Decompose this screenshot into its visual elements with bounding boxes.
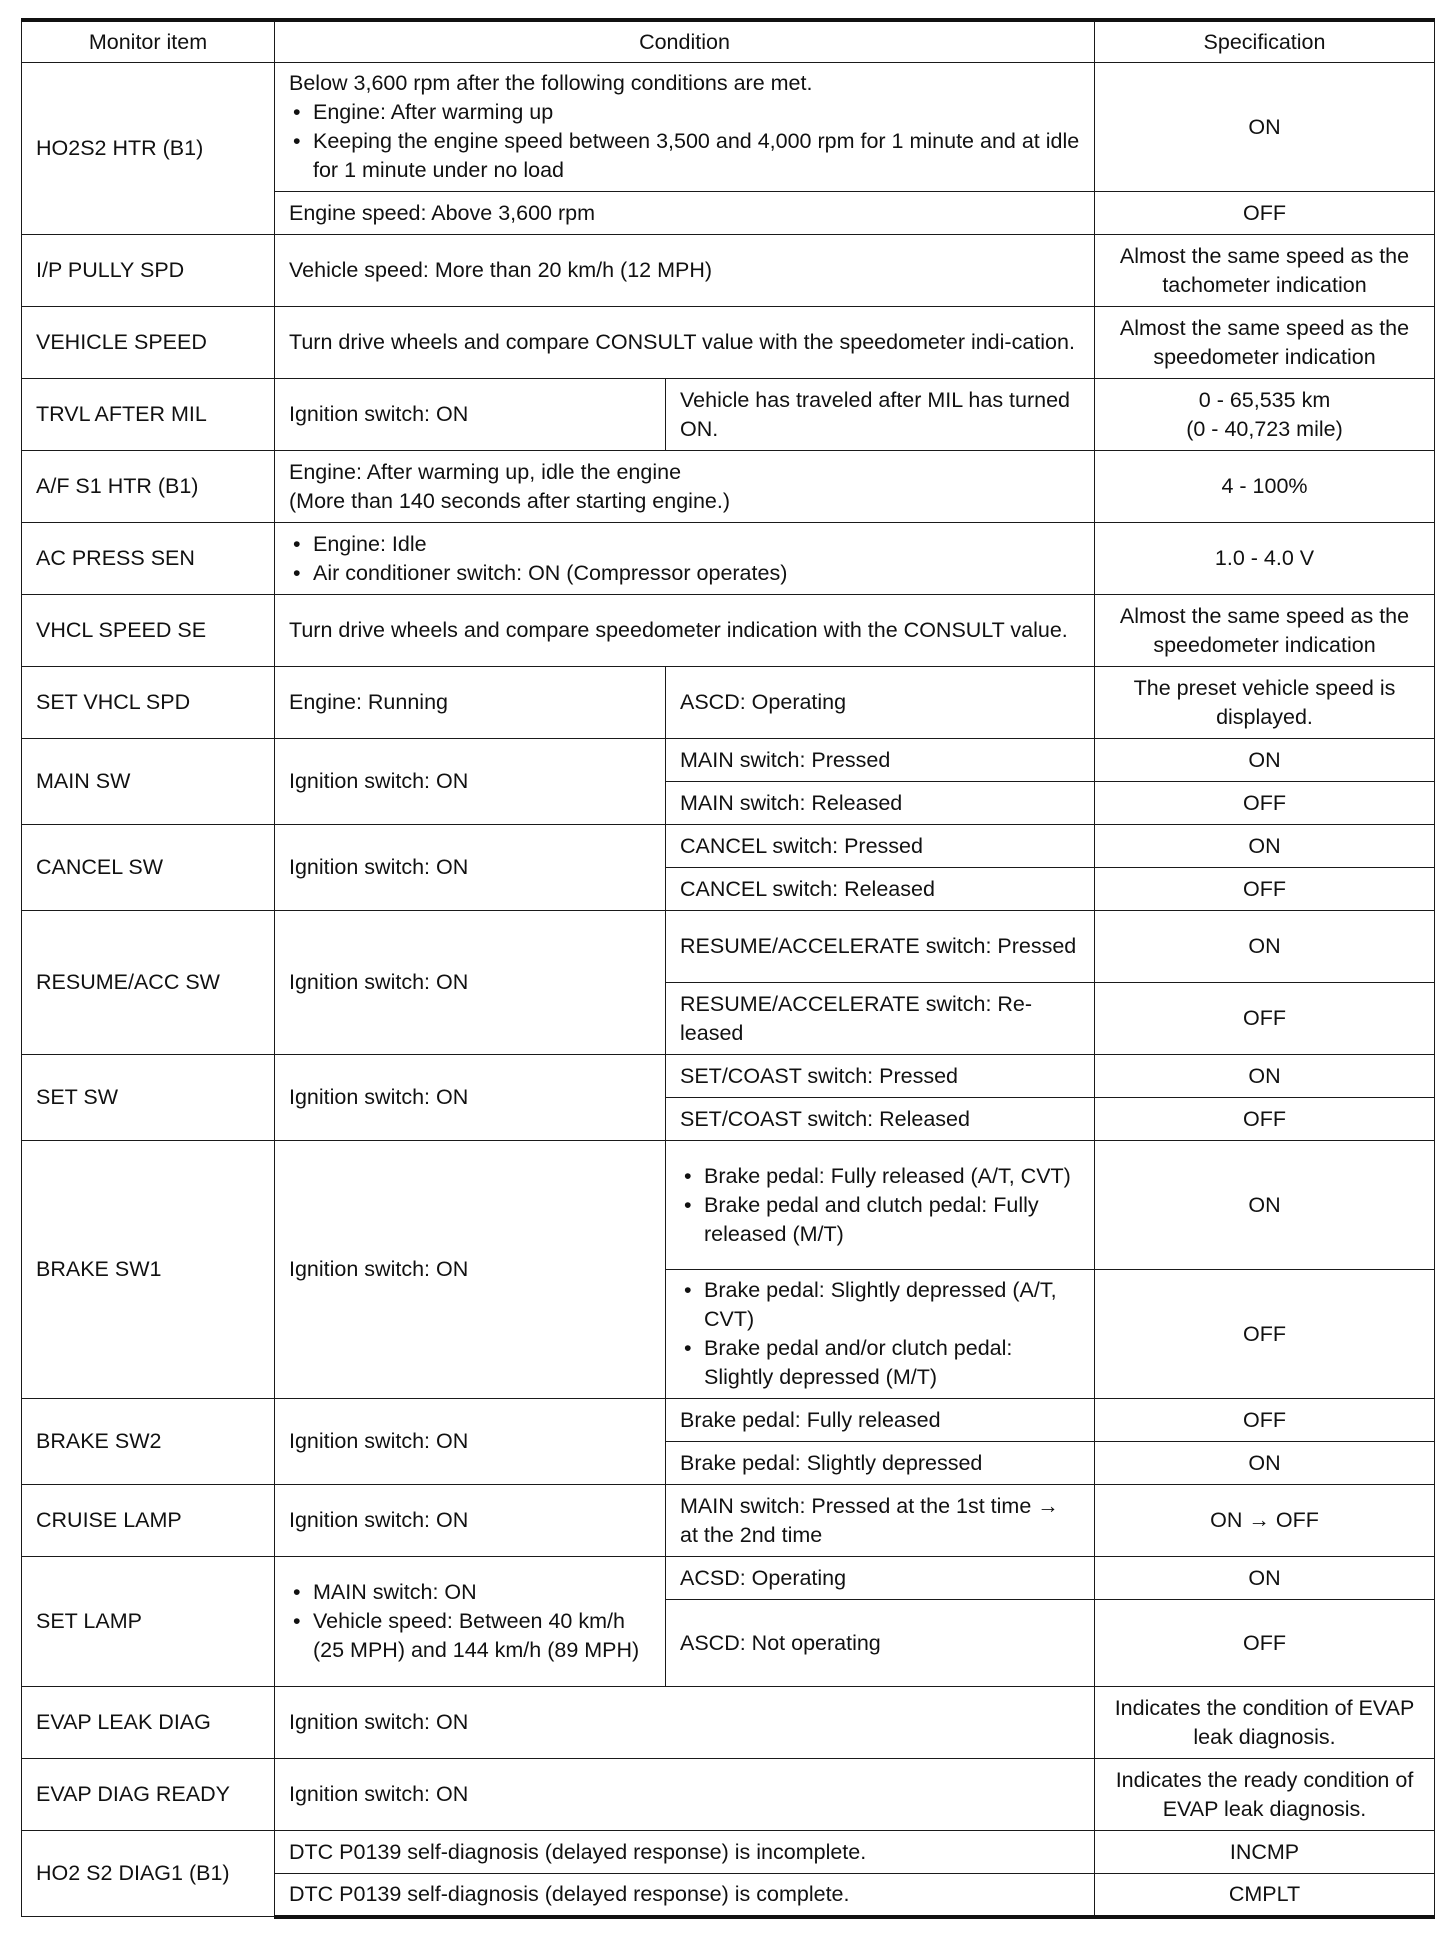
- spec-cell: INCMP: [1095, 1831, 1435, 1874]
- spec-cell: [1095, 379, 1435, 451]
- spec-cell: ON: [1095, 1557, 1435, 1600]
- condition-cell: Ignition switch: ON: [275, 1687, 1095, 1759]
- spec-cell: The preset vehicle speed is displayed.: [1095, 667, 1435, 739]
- bullet-item: • Air conditioner switch: ON (Compressor operates): [289, 559, 1080, 588]
- bullet-item: • MAIN switch: ON: [289, 1578, 651, 1607]
- condition-line: Engine: After warming up, idle the engine: [289, 459, 682, 484]
- spec-cell: 4 - 100%: [1095, 451, 1435, 523]
- monitor-item: I/P PULLY SPD: [22, 235, 275, 307]
- spec-cell: CMPLT: [1095, 1874, 1435, 1917]
- monitor-item: CRUISE LAMP: [22, 1485, 275, 1557]
- monitor-item: MAIN SW: [22, 739, 275, 825]
- bullet-item: • Brake pedal and clutch pedal: Fully released (M/T): [680, 1191, 1080, 1249]
- sub-condition-cell: [666, 1270, 1095, 1399]
- spec-cell: ON: [1095, 739, 1435, 782]
- spec-cell: OFF: [1095, 1600, 1435, 1687]
- condition-bullets: [289, 98, 1080, 185]
- sub-condition-cell: ASCD: Not operating: [666, 1600, 1095, 1687]
- sub-condition-cell: MAIN switch: Pressed at the 1st time → at the 2nd time: [666, 1485, 1095, 1557]
- table-row: [22, 595, 1435, 667]
- monitor-spec-table: [21, 18, 1435, 1919]
- table-row: [22, 1399, 1435, 1442]
- monitor-item: SET VHCL SPD: [22, 667, 275, 739]
- spec-cell: OFF: [1095, 1270, 1435, 1399]
- spec-cell: ON: [1095, 1141, 1435, 1270]
- spec-cell: OFF: [1095, 1399, 1435, 1442]
- condition-bullets: [680, 1276, 1080, 1392]
- bullet-item: • Brake pedal: Fully released (A/T, CVT): [680, 1162, 1080, 1191]
- condition-cell: Ignition switch: ON: [275, 911, 666, 1055]
- bullet-item: • Brake pedal: Slightly depressed (A/T, CVT): [680, 1276, 1080, 1334]
- table-row: [22, 451, 1435, 523]
- spec-cell: 1.0 - 4.0 V: [1095, 523, 1435, 595]
- condition-cell: Vehicle speed: More than 20 km/h (12 MPH): [275, 235, 1095, 307]
- sub-condition-cell: RESUME/ACCELERATE switch: Pressed: [666, 911, 1095, 983]
- monitor-item: AC PRESS SEN: [22, 523, 275, 595]
- bullet-item: • Engine: After warming up: [289, 98, 1080, 127]
- sub-condition-cell: CANCEL switch: Pressed: [666, 825, 1095, 868]
- monitor-item: SET SW: [22, 1055, 275, 1141]
- table-row: [22, 667, 1435, 739]
- table-row: [22, 1759, 1435, 1831]
- sub-condition-cell: [666, 1141, 1095, 1270]
- header-specification: Specification: [1095, 20, 1435, 63]
- condition-cell: Turn drive wheels and compare CONSULT value with the speedometer indi-cation.: [275, 307, 1095, 379]
- condition-cell: Turn drive wheels and compare speedometer indication with the CONSULT value.: [275, 595, 1095, 667]
- spec-cell: OFF: [1095, 1098, 1435, 1141]
- table-row: [22, 235, 1435, 307]
- monitor-item: TRVL AFTER MIL: [22, 379, 275, 451]
- spec-cell: OFF: [1095, 192, 1435, 235]
- spec-line: 0 - 65,535 km: [1198, 387, 1331, 412]
- condition-bullets: [289, 1578, 651, 1665]
- condition-cell: [275, 1557, 666, 1687]
- table-row: [22, 1485, 1435, 1557]
- spec-cell: Almost the same speed as the speedometer indication: [1095, 307, 1435, 379]
- monitor-item: VEHICLE SPEED: [22, 307, 275, 379]
- condition-cell: Ignition switch: ON: [275, 1141, 666, 1399]
- sub-condition-cell: ASCD: Operating: [666, 667, 1095, 739]
- monitor-item: CANCEL SW: [22, 825, 275, 911]
- table-row: [22, 825, 1435, 868]
- spec-cell: ON: [1095, 825, 1435, 868]
- sub-condition-cell: Brake pedal: Slightly depressed: [666, 1442, 1095, 1485]
- condition-bullets: [289, 530, 1080, 588]
- spec-line: (0 - 40,723 mile): [1186, 416, 1343, 441]
- spec-cell: Almost the same speed as the tachometer indication: [1095, 235, 1435, 307]
- table-row: [22, 379, 1435, 451]
- table-row: [22, 1055, 1435, 1098]
- sub-condition-cell: MAIN switch: Pressed: [666, 739, 1095, 782]
- condition-cell: Ignition switch: ON: [275, 1759, 1095, 1831]
- spec-cell: ON: [1095, 1442, 1435, 1485]
- bullet-item: • Keeping the engine speed between 3,500 and 4,000 rpm for 1 minute and at idle for 1 minute under no load: [289, 127, 1080, 185]
- monitor-item: HO2S2 HTR (B1): [22, 63, 275, 235]
- condition-bullets: [680, 1162, 1080, 1249]
- condition-cell: DTC P0139 self-diagnosis (delayed response) is complete.: [275, 1874, 1095, 1917]
- condition-cell: Ignition switch: ON: [275, 1399, 666, 1485]
- monitor-item: VHCL SPEED SE: [22, 595, 275, 667]
- monitor-item: A/F S1 HTR (B1): [22, 451, 275, 523]
- monitor-item: SET LAMP: [22, 1557, 275, 1687]
- spec-cell: Almost the same speed as the speedometer indication: [1095, 595, 1435, 667]
- table-row: [22, 1557, 1435, 1600]
- spec-cell: ON: [1095, 63, 1435, 192]
- condition-cell: [275, 63, 1095, 192]
- header-row: [22, 20, 1435, 63]
- condition-cell: Engine speed: Above 3,600 rpm: [275, 192, 1095, 235]
- specification-sheet: [21, 18, 1434, 1919]
- spec-cell: Indicates the condition of EVAP leak diagnosis.: [1095, 1687, 1435, 1759]
- condition-cell: Ignition switch: ON: [275, 379, 666, 451]
- sub-condition-cell: MAIN switch: Released: [666, 782, 1095, 825]
- spec-cell: OFF: [1095, 983, 1435, 1055]
- bullet-item: • Brake pedal and/or clutch pedal: Slightly depressed (M/T): [680, 1334, 1080, 1392]
- spec-cell: ON: [1095, 911, 1435, 983]
- sub-condition-cell: SET/COAST switch: Pressed: [666, 1055, 1095, 1098]
- condition-cell: Ignition switch: ON: [275, 1485, 666, 1557]
- bullet-item: • Vehicle speed: Between 40 km/h (25 MPH) and 144 km/h (89 MPH): [289, 1607, 651, 1665]
- condition-cell: [275, 451, 1095, 523]
- bullet-item: • Engine: Idle: [289, 530, 1080, 559]
- table-row: [22, 1687, 1435, 1759]
- spec-cell: ON → OFF: [1095, 1485, 1435, 1557]
- monitor-item: EVAP LEAK DIAG: [22, 1687, 275, 1759]
- sub-condition-cell: Brake pedal: Fully released: [666, 1399, 1095, 1442]
- table-row: [22, 63, 1435, 192]
- monitor-item: RESUME/ACC SW: [22, 911, 275, 1055]
- sub-condition-cell: RESUME/ACCELERATE switch: Re-leased: [666, 983, 1095, 1055]
- spec-cell: Indicates the ready condition of EVAP leak diagnosis.: [1095, 1759, 1435, 1831]
- monitor-item: EVAP DIAG READY: [22, 1759, 275, 1831]
- sub-condition-cell: Vehicle has traveled after MIL has turned ON.: [666, 379, 1095, 451]
- table-row: [22, 1141, 1435, 1270]
- table-row: [22, 307, 1435, 379]
- condition-cell: Ignition switch: ON: [275, 1055, 666, 1141]
- spec-cell: OFF: [1095, 782, 1435, 825]
- header-monitor-item: Monitor item: [22, 20, 275, 63]
- sub-condition-cell: ACSD: Operating: [666, 1557, 1095, 1600]
- condition-cell: Ignition switch: ON: [275, 825, 666, 911]
- sub-condition-cell: CANCEL switch: Released: [666, 868, 1095, 911]
- header-condition: Condition: [275, 20, 1095, 63]
- table-row: [22, 1831, 1435, 1874]
- monitor-item: HO2 S2 DIAG1 (B1): [22, 1831, 275, 1917]
- table-row: [22, 523, 1435, 595]
- condition-cell: [275, 523, 1095, 595]
- condition-cell: Ignition switch: ON: [275, 739, 666, 825]
- spec-cell: OFF: [1095, 868, 1435, 911]
- monitor-item: BRAKE SW2: [22, 1399, 275, 1485]
- table-row: [22, 739, 1435, 782]
- condition-cell: DTC P0139 self-diagnosis (delayed response) is incomplete.: [275, 1831, 1095, 1874]
- condition-cell: Engine: Running: [275, 667, 666, 739]
- spec-cell: ON: [1095, 1055, 1435, 1098]
- condition-line: (More than 140 seconds after starting engine.): [289, 488, 731, 513]
- sub-condition-cell: SET/COAST switch: Released: [666, 1098, 1095, 1141]
- monitor-item: BRAKE SW1: [22, 1141, 275, 1399]
- condition-text: Below 3,600 rpm after the following conditions are met.: [289, 71, 813, 95]
- table-row: [22, 911, 1435, 983]
